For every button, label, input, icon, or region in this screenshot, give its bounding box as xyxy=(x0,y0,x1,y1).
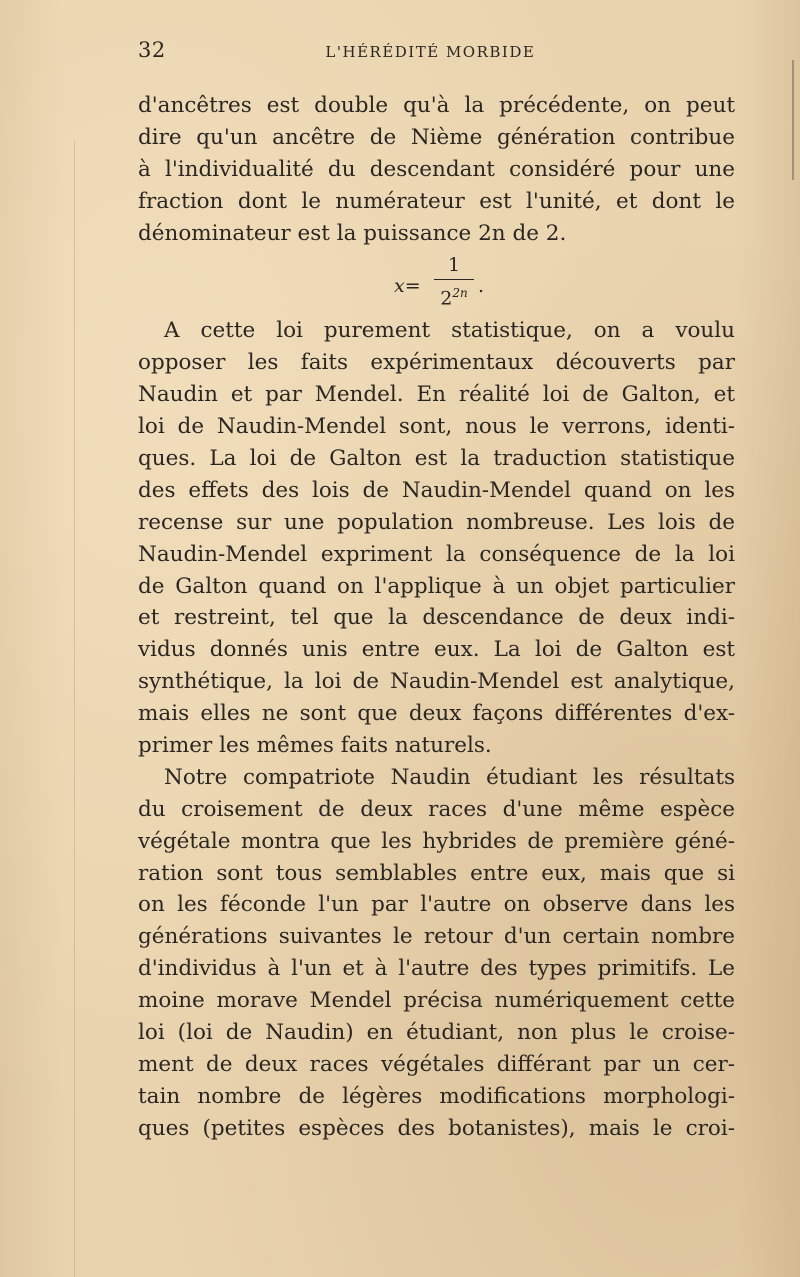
formula xyxy=(138,249,735,315)
formula-fraction xyxy=(434,253,474,309)
text-line: et restreint, tel que la descendance de deux indi- xyxy=(138,605,735,631)
text-line: végétale montra que les hybrides de première géné- xyxy=(138,828,735,854)
text-line: ment de deux races végétales différant par un cer- xyxy=(138,1051,735,1077)
paragraph-1 xyxy=(138,90,735,249)
text-line: dire qu'un ancêtre de Nième génération contribue xyxy=(138,124,735,150)
text-line: mais elles ne sont que deux façons différentes d'ex- xyxy=(138,701,735,727)
paragraph-2 xyxy=(138,315,735,761)
text-line: opposer les faits expérimentaux découverts par xyxy=(138,350,735,376)
text-line: vidus donnés unis entre eux. La loi de Galton est xyxy=(138,637,735,663)
text-line: Naudin-Mendel expriment la conséquence de la loi xyxy=(138,541,735,567)
page-number: 32 xyxy=(138,38,166,62)
text-line: primer les mêmes faits naturels. xyxy=(138,733,492,759)
fraction-bar xyxy=(434,279,474,280)
text-line: de Galton quand on l'applique à un objet particulier xyxy=(138,573,735,599)
text-line: d'ancêtres est double qu'à la précédente, on peut xyxy=(138,93,735,118)
running-head: L'HÉRÉDITÉ MORBIDE xyxy=(325,43,536,61)
text-line: tain nombre de légères modifications morphologi- xyxy=(138,1083,735,1109)
text-line: d'individus à l'un et à l'autre des types primitifs. Le xyxy=(138,956,735,982)
page-fold-shadow xyxy=(74,140,75,1277)
text-line: synthétique, la loi de Naudin-Mendel est analytique, xyxy=(138,669,735,695)
page-edge-mark xyxy=(792,60,794,180)
text-line: recense sur une population nombreuse. Les lois de xyxy=(138,509,735,535)
text-line: à l'individualité du descendant considéré pour une xyxy=(138,156,735,182)
fraction-denominator: $2^{2n}$ xyxy=(440,286,468,310)
text-line: des effets des lois de Naudin-Mendel quand on les xyxy=(138,477,735,503)
text-line: A cette loi purement statistique, on a voulu xyxy=(164,318,735,344)
text-line: on les féconde l'un par l'autre on observe dans les xyxy=(138,892,735,918)
text-line: loi (loi de Naudin) en étudiant, non plus le croise- xyxy=(138,1020,735,1046)
body-text xyxy=(138,90,735,1145)
text-line: moine morave Mendel précisa numériquement cette xyxy=(138,988,735,1014)
fraction-numerator: 1 xyxy=(447,254,461,277)
text-line: ques. La loi de Galton est la traduction statistique xyxy=(138,446,735,472)
text-line: générations suivantes le retour d'un certain nombre xyxy=(138,924,735,950)
text-line: loi de Naudin-Mendel sont, nous le verrons, identi- xyxy=(138,414,735,440)
text-line: ques (petites espèces des botanistes), mais le croi- xyxy=(138,1115,735,1141)
paragraph-3 xyxy=(138,762,735,1145)
text-line: du croisement de deux races d'une même espèce xyxy=(138,796,735,822)
formula-lhs: x= xyxy=(394,275,421,298)
page-header xyxy=(138,38,735,68)
text-line: Notre compatriote Naudin étudiant les résultats xyxy=(164,764,735,790)
text-line: dénominateur est la puissance 2n de 2. xyxy=(138,220,567,246)
text-line: fraction dont le numérateur est l'unité, et dont le xyxy=(138,188,735,214)
formula-terminator: . xyxy=(478,275,485,298)
text-line: ration sont tous semblables entre eux, mais que si xyxy=(138,860,735,886)
text-line: Naudin et par Mendel. En réalité loi de Galton, et xyxy=(138,382,735,408)
